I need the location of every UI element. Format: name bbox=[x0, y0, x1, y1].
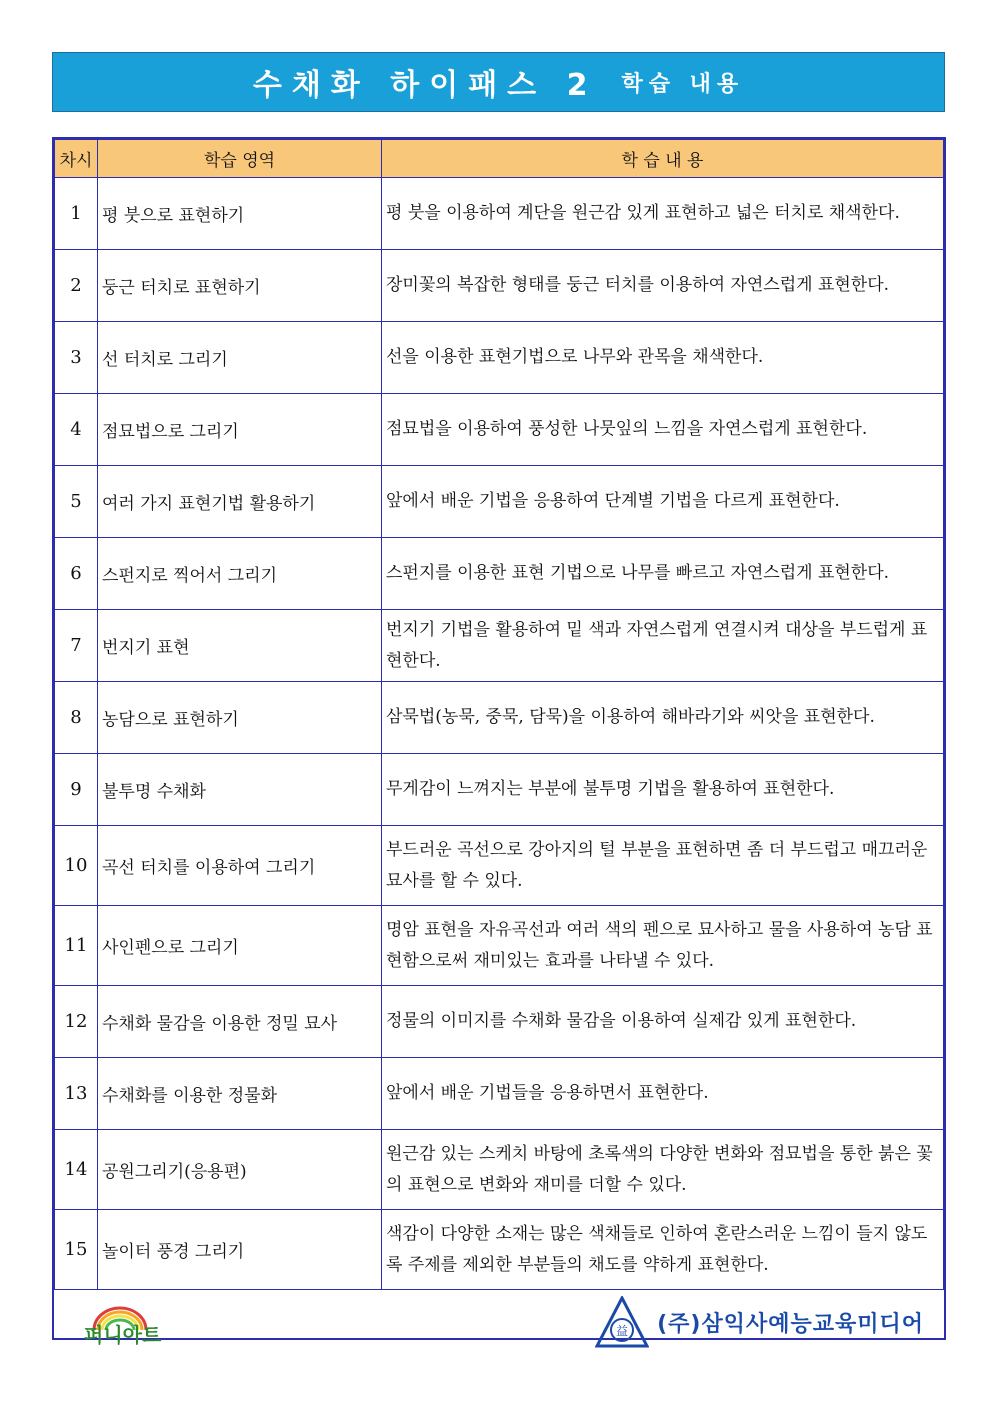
session-number: 5 bbox=[55, 466, 98, 538]
page-subtitle: 학습 내용 bbox=[621, 71, 745, 97]
learning-area: 둥근 터치로 표현하기 bbox=[98, 250, 382, 322]
session-number: 14 bbox=[55, 1130, 98, 1210]
learning-area: 선 터치로 그리기 bbox=[98, 322, 382, 394]
table-row bbox=[55, 1130, 944, 1210]
learning-content: 부드러운 곡선으로 강아지의 털 부분을 표현하면 좀 더 부드럽고 매끄러운 묘사를 할 수 있다. bbox=[382, 826, 944, 906]
learning-content: 앞에서 배운 기법을 응용하여 단계별 기법을 다르게 표현한다. bbox=[382, 466, 944, 538]
learning-area: 불투명 수채화 bbox=[98, 754, 382, 826]
session-number: 10 bbox=[55, 826, 98, 906]
table-row bbox=[55, 1210, 944, 1290]
learning-content: 선을 이용한 표현기법으로 나무와 관목을 채색한다. bbox=[382, 322, 944, 394]
session-number: 2 bbox=[55, 250, 98, 322]
curriculum-table-frame bbox=[52, 137, 946, 1346]
session-number: 3 bbox=[55, 322, 98, 394]
learning-content: 명암 표현을 자유곡선과 여러 색의 펜으로 묘사하고 물을 사용하여 농담 표현함으로써 재미있는 효과를 나타낼 수 있다. bbox=[382, 906, 944, 986]
table-row bbox=[55, 178, 944, 250]
session-number: 6 bbox=[55, 538, 98, 610]
svg-text:益: 益 bbox=[616, 1324, 629, 1338]
learning-area: 농담으로 표현하기 bbox=[98, 682, 382, 754]
learning-content: 장미꽃의 복잡한 형태를 둥근 터치를 이용하여 자연스럽게 표현한다. bbox=[382, 250, 944, 322]
learning-content: 번지기 기법을 활용하여 밑 색과 자연스럽게 연결시켜 대상을 부드럽게 표현한다. bbox=[382, 610, 944, 682]
learning-content: 무게감이 느껴지는 부분에 불투명 기법을 활용하여 표현한다. bbox=[382, 754, 944, 826]
learning-area: 여러 가지 표현기법 활용하기 bbox=[98, 466, 382, 538]
learning-content: 점묘법을 이용하여 풍성한 나뭇잎의 느낌을 자연스럽게 표현한다. bbox=[382, 394, 944, 466]
company-name: (주)삼익사예능교육미디어 bbox=[657, 1311, 924, 1337]
title-banner bbox=[52, 52, 945, 112]
curriculum-table bbox=[54, 139, 944, 1290]
table-row bbox=[55, 610, 944, 682]
table-header-row bbox=[55, 140, 944, 178]
table-row bbox=[55, 682, 944, 754]
learning-content: 앞에서 배운 기법들을 응용하면서 표현한다. bbox=[382, 1058, 944, 1130]
learning-area: 곡선 터치를 이용하여 그리기 bbox=[98, 826, 382, 906]
learning-content: 삼묵법(농묵, 중묵, 담묵)을 이용하여 해바라기와 씨앗을 표현한다. bbox=[382, 682, 944, 754]
table-row bbox=[55, 466, 944, 538]
header-area: 학습 영역 bbox=[98, 140, 382, 178]
session-number: 13 bbox=[55, 1058, 98, 1130]
table-row bbox=[55, 538, 944, 610]
learning-area: 수채화를 이용한 정물화 bbox=[98, 1058, 382, 1130]
table-body bbox=[55, 178, 944, 1290]
session-number: 9 bbox=[55, 754, 98, 826]
session-number: 8 bbox=[55, 682, 98, 754]
session-number: 12 bbox=[55, 986, 98, 1058]
learning-content: 원근감 있는 스케치 바탕에 초록색의 다양한 변화와 점묘법을 통한 붉은 꽃의 표현으로 변화와 재미를 더할 수 있다. bbox=[382, 1130, 944, 1210]
funny-art-logo bbox=[80, 1300, 200, 1346]
learning-content: 스펀지를 이용한 표현 기법으로 나무를 빠르고 자연스럽게 표현한다. bbox=[382, 538, 944, 610]
learning-area: 평 붓으로 표현하기 bbox=[98, 178, 382, 250]
table-row bbox=[55, 826, 944, 906]
learning-area: 놀이터 풍경 그리기 bbox=[98, 1210, 382, 1290]
table-row bbox=[55, 754, 944, 826]
table-row bbox=[55, 322, 944, 394]
company-seal-icon bbox=[595, 1296, 649, 1348]
learning-content: 색감이 다양한 소재는 많은 색채들로 인하여 혼란스러운 느낌이 들지 않도록 주제를 제외한 부분들의 채도를 약하게 표현한다. bbox=[382, 1210, 944, 1290]
page-title: 수채화 하이패스 2 bbox=[252, 68, 598, 103]
company-logo bbox=[595, 1296, 924, 1348]
session-number: 1 bbox=[55, 178, 98, 250]
table-row bbox=[55, 1058, 944, 1130]
learning-content: 정물의 이미지를 수채화 물감을 이용하여 실제감 있게 표현한다. bbox=[382, 986, 944, 1058]
learning-area: 스펀지로 찍어서 그리기 bbox=[98, 538, 382, 610]
table-row bbox=[55, 906, 944, 986]
learning-area: 점묘법으로 그리기 bbox=[98, 394, 382, 466]
header-session: 차시 bbox=[55, 140, 98, 178]
session-number: 7 bbox=[55, 610, 98, 682]
table-row bbox=[55, 394, 944, 466]
header-content: 학 습 내 용 bbox=[382, 140, 944, 178]
session-number: 15 bbox=[55, 1210, 98, 1290]
learning-content: 평 붓을 이용하여 계단을 원근감 있게 표현하고 넓은 터치로 채색한다. bbox=[382, 178, 944, 250]
session-number: 11 bbox=[55, 906, 98, 986]
table-row bbox=[55, 250, 944, 322]
learning-area: 사인펜으로 그리기 bbox=[98, 906, 382, 986]
svg-text:퍼니아트: 퍼니아트 bbox=[84, 1323, 162, 1346]
learning-area: 공원그리기(응용편) bbox=[98, 1130, 382, 1210]
session-number: 4 bbox=[55, 394, 98, 466]
table-row bbox=[55, 986, 944, 1058]
learning-area: 번지기 표현 bbox=[98, 610, 382, 682]
footer bbox=[54, 1290, 944, 1352]
learning-area: 수채화 물감을 이용한 정밀 묘사 bbox=[98, 986, 382, 1058]
